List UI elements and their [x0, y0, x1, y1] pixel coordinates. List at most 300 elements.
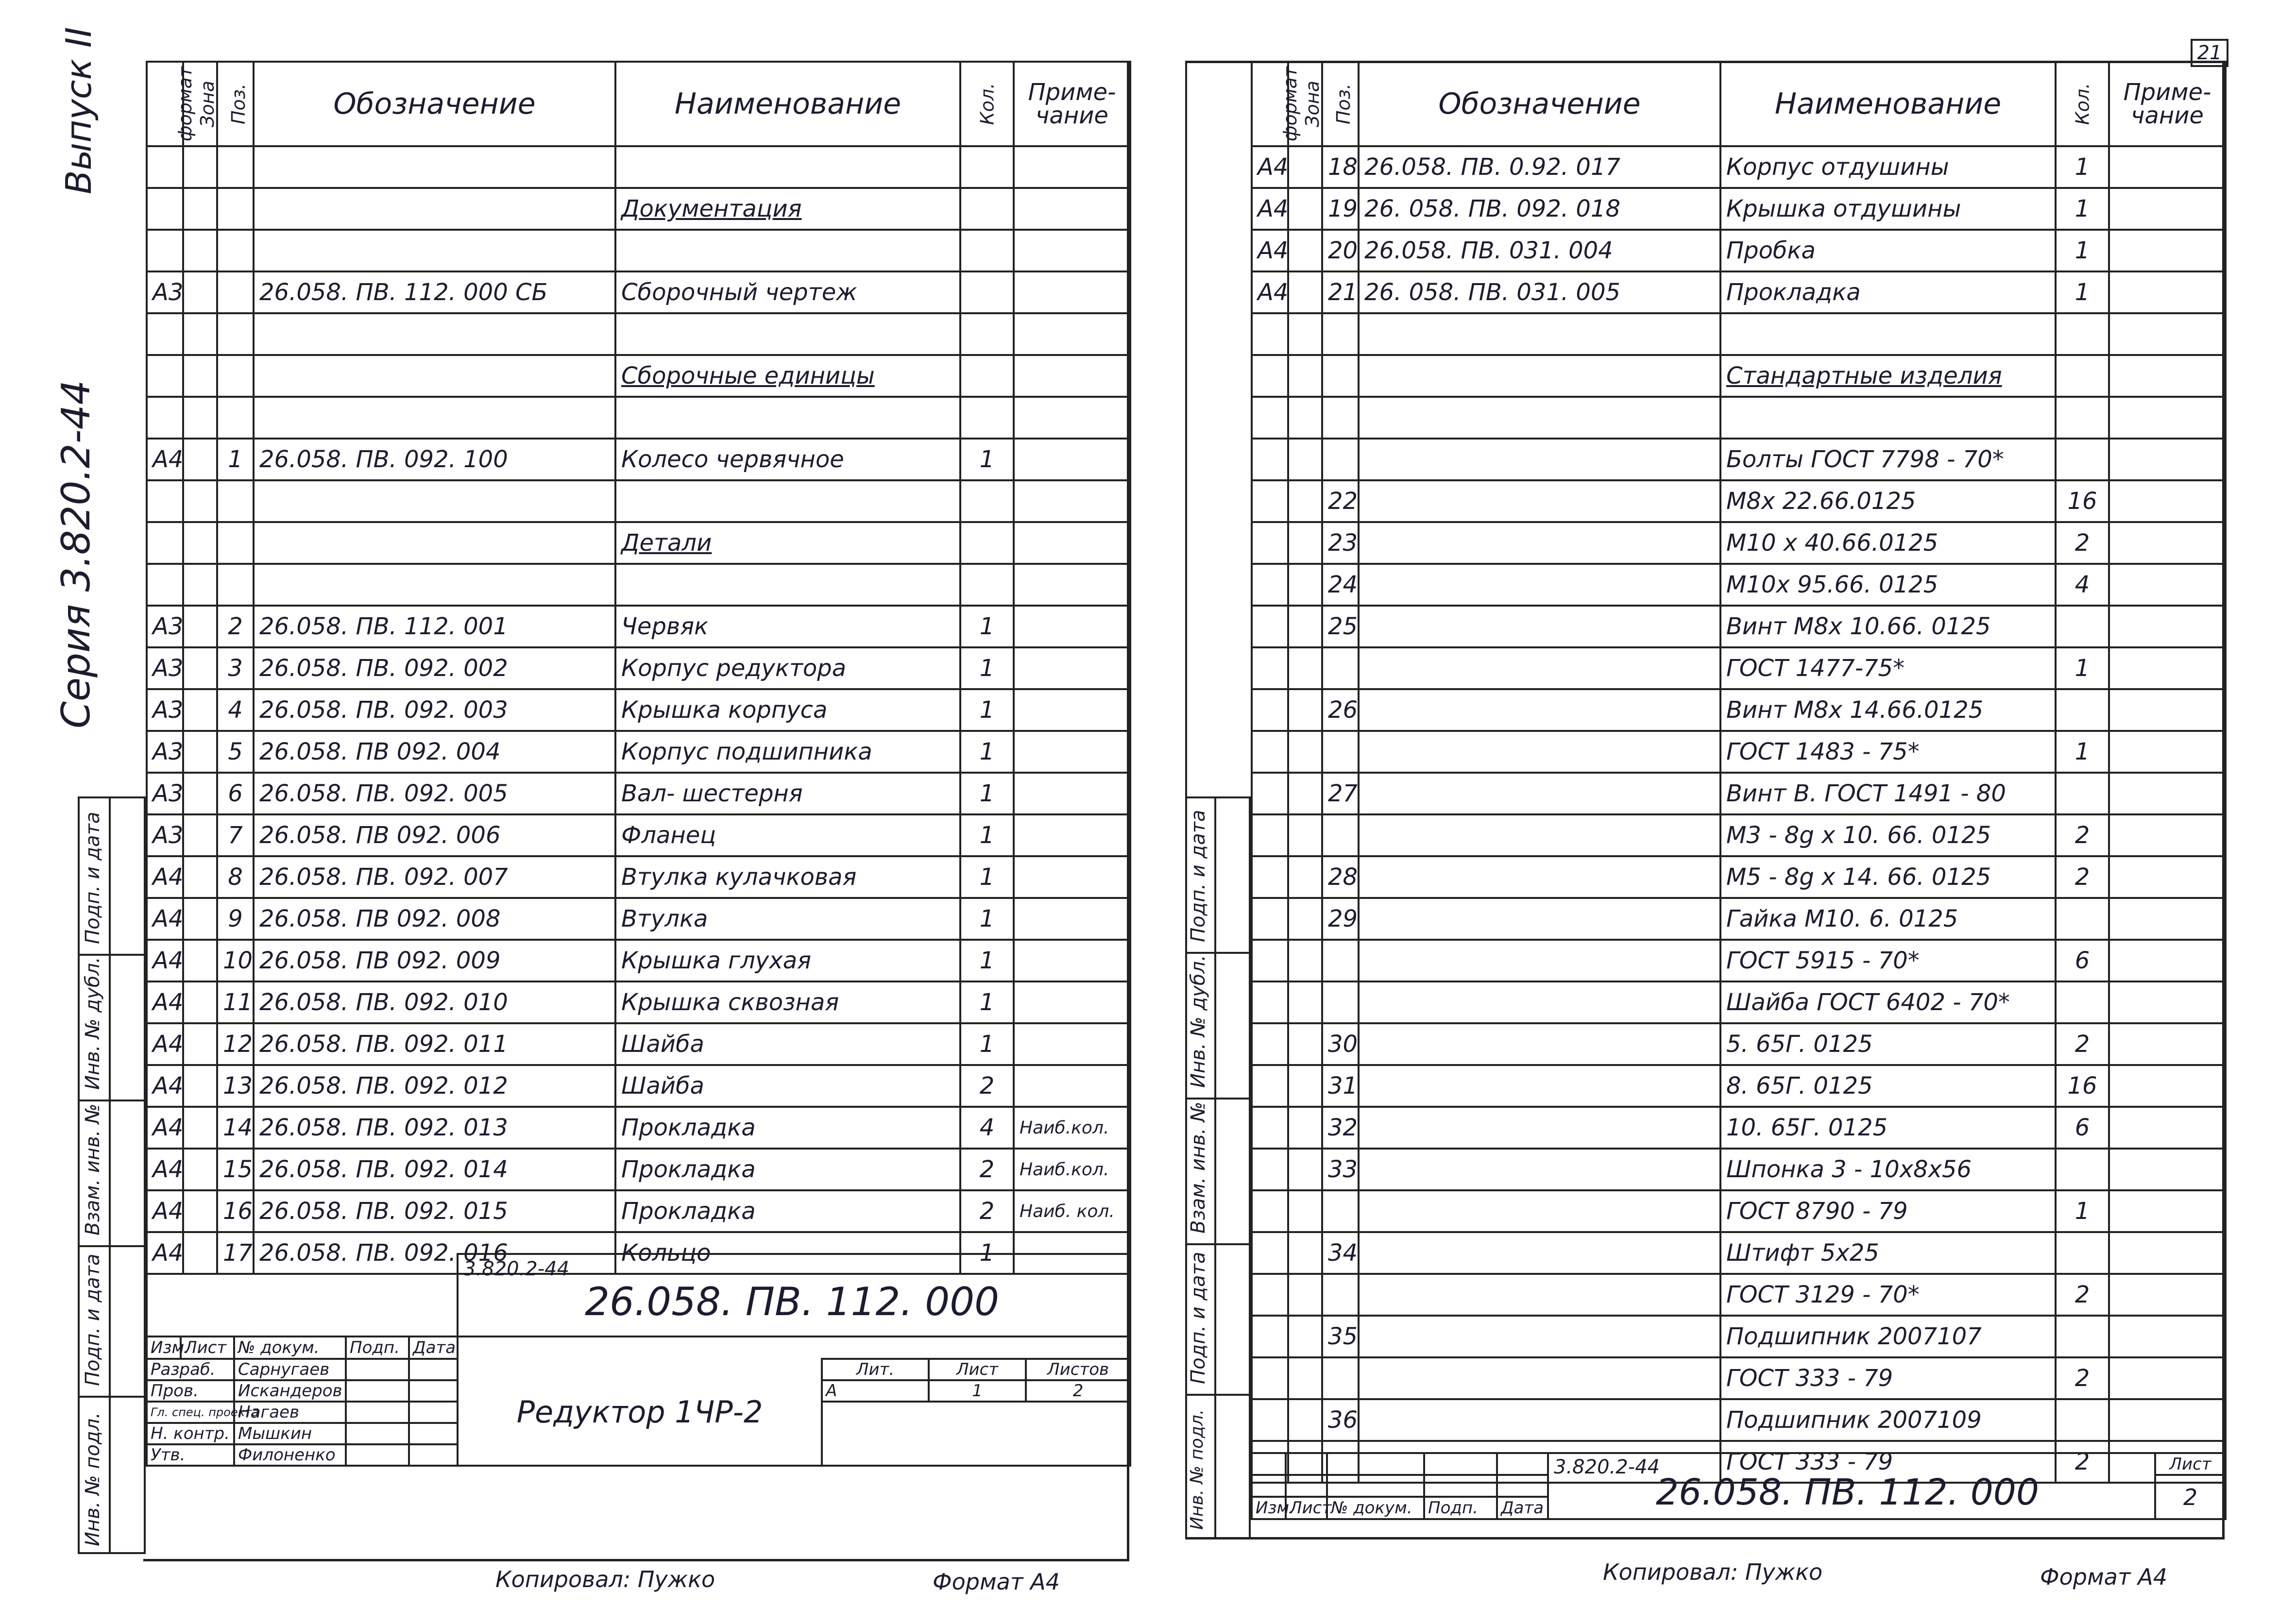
cell-name: Шайба — [615, 1023, 960, 1065]
cell-name — [615, 313, 960, 355]
cell-designation — [254, 355, 615, 397]
cell-note — [2109, 606, 2226, 647]
cell-format — [1252, 397, 1288, 439]
table-row — [1252, 480, 2226, 522]
cell-note — [1014, 606, 1130, 647]
table-row — [147, 689, 1130, 731]
cell-qty: 1 — [2056, 230, 2109, 271]
cell-qty: 1 — [2056, 731, 2109, 773]
cell-qty: 2 — [960, 1065, 1014, 1107]
cell-pos — [217, 564, 254, 606]
cell-name: ГОСТ 333 - 79 — [1720, 1357, 2056, 1399]
cell-note — [2109, 981, 2226, 1023]
cell-format: А4 — [147, 1149, 183, 1190]
cell-pos: 29 — [1322, 898, 1359, 940]
issue-label: Выпуск II — [58, 27, 99, 194]
cell-pos: 20 — [1322, 230, 1359, 271]
table-row — [1252, 1149, 2226, 1190]
stamp-doc-code: 26.058. ПВ. 112. 000 — [1656, 1472, 2039, 1513]
cell-zone — [183, 940, 217, 981]
cell-name: Пробка — [1720, 230, 2056, 271]
cell-note — [2109, 313, 2226, 355]
col-name: Наименование — [1720, 62, 2056, 146]
cell-name: Стандартные изделия — [1720, 355, 2056, 397]
cell-note — [1014, 355, 1130, 397]
cell-note — [2109, 1023, 2226, 1065]
table-header — [147, 62, 1130, 146]
cell-format — [1252, 940, 1288, 981]
cell-pos — [217, 271, 254, 313]
cell-zone — [1288, 647, 1322, 689]
cell-pos: 9 — [217, 898, 254, 940]
cell-qty — [960, 146, 1014, 188]
cell-designation: 26.058. ПВ. 092. 007 — [254, 856, 615, 898]
cell-zone — [1288, 856, 1322, 898]
cell-pos: 10 — [217, 940, 254, 981]
cell-note — [1014, 271, 1130, 313]
cell-designation — [254, 480, 615, 522]
cell-designation: 26. 058. ПВ. 092. 018 — [1359, 188, 1720, 230]
cell-note — [2109, 1190, 2226, 1232]
table-row — [147, 814, 1130, 856]
cell-zone — [1288, 1065, 1322, 1107]
cell-name: ГОСТ 3129 - 70* — [1720, 1274, 2056, 1316]
cell-name: 8. 65Г. 0125 — [1720, 1065, 2056, 1107]
cell-zone — [1288, 773, 1322, 814]
cell-zone — [183, 522, 217, 564]
cell-designation — [1359, 1023, 1720, 1065]
cell-name — [615, 146, 960, 188]
left-spec-table — [146, 61, 1131, 1275]
cell-qty — [2056, 355, 2109, 397]
cell-name — [615, 397, 960, 439]
cell-note — [2109, 814, 2226, 856]
signature — [346, 1380, 409, 1402]
cell-format: А4 — [147, 1107, 183, 1149]
cell-zone — [183, 1107, 217, 1149]
cell-name — [615, 564, 960, 606]
cell-designation: 26.058. ПВ. 092. 016 — [254, 1232, 615, 1274]
cell-qty — [2056, 1399, 2109, 1441]
cell-name: Штифт 5х25 — [1720, 1232, 2056, 1274]
cell-format — [1252, 439, 1288, 480]
cell-designation — [1359, 689, 1720, 731]
cell-qty — [960, 230, 1014, 271]
cell-pos: 25 — [1322, 606, 1359, 647]
cell-qty — [2056, 773, 2109, 814]
cell-qty — [960, 313, 1014, 355]
cell-qty: 6 — [2056, 940, 2109, 981]
cell-pos — [1322, 397, 1359, 439]
cell-qty: 1 — [960, 439, 1014, 480]
cell-qty: 1 — [960, 898, 1014, 940]
cell-pos — [1322, 814, 1359, 856]
cell-format: А4 — [147, 1023, 183, 1065]
cell-designation — [1359, 355, 1720, 397]
cell-zone — [1288, 606, 1322, 647]
signature — [346, 1423, 409, 1444]
table-row — [147, 606, 1130, 647]
table-row — [147, 355, 1130, 397]
cell-pos: 30 — [1322, 1023, 1359, 1065]
cell-note — [2109, 1232, 2226, 1274]
cell-pos: 12 — [217, 1023, 254, 1065]
cell-designation: 26.058. ПВ. 092. 003 — [254, 689, 615, 731]
cell-zone — [1288, 731, 1322, 773]
table-row — [147, 313, 1130, 355]
cell-name: Крышка сквозная — [615, 981, 960, 1023]
cell-designation — [1359, 647, 1720, 689]
cell-note — [2109, 856, 2226, 898]
cell-zone — [1288, 271, 1322, 313]
margin-label: Подп. и дата — [82, 812, 104, 944]
stamp-person: Искандеров — [234, 1380, 346, 1402]
cell-zone — [1288, 564, 1322, 606]
cell-qty — [2056, 689, 2109, 731]
stamp-cell — [1286, 1475, 1327, 1497]
cell-format — [1252, 981, 1288, 1023]
cell-zone — [1288, 188, 1322, 230]
cell-zone — [1288, 1190, 1322, 1232]
margin-sep — [1185, 1243, 1249, 1245]
stamp-col: Изм. — [147, 1336, 181, 1359]
signature — [346, 1402, 409, 1423]
cell-format — [1252, 1065, 1288, 1107]
cell-qty — [960, 522, 1014, 564]
cell-qty: 1 — [960, 1232, 1014, 1274]
cell-pos: 26 — [1322, 689, 1359, 731]
table-row — [147, 898, 1130, 940]
col-zone: Зона — [183, 62, 217, 146]
cell-designation — [254, 313, 615, 355]
cell-note — [1014, 773, 1130, 814]
stamp-series-code: 3.820.2-44 — [463, 1258, 570, 1280]
cell-pos: 23 — [1322, 522, 1359, 564]
right-spec-table — [1251, 61, 2227, 1484]
cell-qty — [960, 271, 1014, 313]
cell-qty: 1 — [960, 814, 1014, 856]
stamp-cell — [1252, 1475, 1286, 1497]
cell-note — [2109, 230, 2226, 271]
cell-note — [2109, 1399, 2226, 1441]
cell-name: Болты ГОСТ 7798 - 70* — [1720, 439, 2056, 480]
table-row — [1252, 146, 2226, 188]
cell-zone — [1288, 522, 1322, 564]
col-qty: Кол. — [2056, 62, 2109, 146]
cell-format: А4 — [147, 439, 183, 480]
cell-name: Прокладка — [615, 1149, 960, 1190]
copied-by-left: Копировал: Пужко — [495, 1566, 715, 1592]
cell-format — [1252, 1274, 1288, 1316]
cell-name: Винт М8х 10.66. 0125 — [1720, 606, 2056, 647]
cell-name: Винт В. ГОСТ 1491 - 80 — [1720, 773, 2056, 814]
cell-note — [1014, 898, 1130, 940]
cell-name: Детали — [615, 522, 960, 564]
table-row — [147, 230, 1130, 271]
cell-pos — [217, 230, 254, 271]
cell-designation — [1359, 606, 1720, 647]
cell-pos — [1322, 1357, 1359, 1399]
cell-name: Сборочные единицы — [615, 355, 960, 397]
cell-zone — [183, 898, 217, 940]
cell-name: Подшипник 2007107 — [1720, 1316, 2056, 1357]
cell-pos: 28 — [1322, 856, 1359, 898]
cell-designation: 26.058. ПВ. 092. 014 — [254, 1149, 615, 1190]
cell-zone — [1288, 1107, 1322, 1149]
cell-zone — [183, 271, 217, 313]
cell-name — [1720, 397, 2056, 439]
cell-pos — [217, 355, 254, 397]
stamp-cell — [1497, 1453, 1548, 1475]
cell-designation — [254, 188, 615, 230]
cell-qty: 2 — [2056, 1441, 2109, 1483]
table-row — [147, 731, 1130, 773]
cell-format — [1252, 689, 1288, 731]
cell-name: М10 х 40.66.0125 — [1720, 522, 2056, 564]
cell-qty: 2 — [2056, 1274, 2109, 1316]
table-row — [1252, 397, 2226, 439]
cell-zone — [183, 856, 217, 898]
cell-zone — [1288, 898, 1322, 940]
table-row — [147, 564, 1130, 606]
cell-note — [2109, 1065, 2226, 1107]
cell-note — [1014, 731, 1130, 773]
cell-qty — [2056, 439, 2109, 480]
signature — [346, 1359, 409, 1380]
date-cell — [409, 1359, 458, 1380]
right-title-block — [1251, 1452, 2227, 1520]
cell-note — [2109, 271, 2226, 313]
cell-format: А4 — [147, 940, 183, 981]
cell-pos — [1322, 731, 1359, 773]
cell-designation: 26.058. ПВ 092. 008 — [254, 898, 615, 940]
cell-format — [147, 188, 183, 230]
cell-name: Червяк — [615, 606, 960, 647]
cell-qty — [2056, 1232, 2109, 1274]
cell-format — [1252, 1023, 1288, 1065]
cell-note — [1014, 439, 1130, 480]
cell-zone — [183, 188, 217, 230]
cell-note — [2109, 188, 2226, 230]
stamp-cell — [1327, 1475, 1424, 1497]
cell-pos — [217, 397, 254, 439]
cell-note — [1014, 564, 1130, 606]
cell-name: Фланец — [615, 814, 960, 856]
cell-name: Винт М8х 14.66.0125 — [1720, 689, 2056, 731]
col-zone: Зона — [1288, 62, 1322, 146]
stamp-cell — [1286, 1453, 1327, 1475]
cell-qty — [2056, 397, 2109, 439]
cell-pos: 24 — [1322, 564, 1359, 606]
table-row — [147, 397, 1130, 439]
cell-pos: 4 — [217, 689, 254, 731]
cell-note — [1014, 188, 1130, 230]
cell-name: Втулка кулачковая — [615, 856, 960, 898]
cell-format: А3 — [147, 814, 183, 856]
right-margin-strip — [1185, 796, 1251, 1539]
stamp-person: Филоненко — [234, 1444, 346, 1466]
cell-designation — [1359, 397, 1720, 439]
stamp-col: Изм. — [1252, 1497, 1286, 1519]
stamp-col: Лист — [1286, 1497, 1327, 1519]
cell-note: Наиб. кол. — [1014, 1190, 1130, 1232]
cell-format — [1252, 1399, 1288, 1441]
cell-pos: 32 — [1322, 1107, 1359, 1149]
table-row — [1252, 230, 2226, 271]
table-row — [147, 522, 1130, 564]
cell-zone — [1288, 1274, 1322, 1316]
cell-note — [2109, 1316, 2226, 1357]
cell-name: Корпус отдушины — [1720, 146, 2056, 188]
cell-pos — [1322, 1190, 1359, 1232]
cell-note — [2109, 355, 2226, 397]
margin-col — [109, 798, 111, 1552]
date-cell — [409, 1402, 458, 1423]
cell-format — [1252, 355, 1288, 397]
table-row — [1252, 522, 2226, 564]
cell-note — [1014, 940, 1130, 981]
cell-name: ГОСТ 333 - 79 — [1720, 1441, 2056, 1483]
cell-designation — [1359, 773, 1720, 814]
cell-pos: 14 — [217, 1107, 254, 1149]
cell-format — [147, 146, 183, 188]
table-header — [1252, 62, 2226, 146]
cell-format — [1252, 480, 1288, 522]
margin-label: Инв. № дубл. — [1187, 955, 1209, 1088]
cell-note — [1014, 981, 1130, 1023]
cell-name: Гайка М10. 6. 0125 — [1720, 898, 2056, 940]
cell-designation — [254, 230, 615, 271]
stamp-code — [458, 1254, 1130, 1336]
table-row — [147, 1023, 1130, 1065]
col-format: формат — [1252, 62, 1288, 146]
table-row — [147, 773, 1130, 814]
cell-zone — [183, 1190, 217, 1232]
lit-label: Лит. — [822, 1359, 929, 1380]
cell-note — [1014, 647, 1130, 689]
cell-note — [2109, 647, 2226, 689]
cell-name: Кольцо — [615, 1232, 960, 1274]
stamp-title: Редуктор 1ЧР-2 — [458, 1359, 822, 1466]
cell-designation: 26.058. ПВ 092. 006 — [254, 814, 615, 856]
cell-qty — [2056, 981, 2109, 1023]
table-row — [147, 1107, 1130, 1149]
cell-note — [2109, 439, 2226, 480]
stamp-blank — [147, 1254, 458, 1336]
cell-format — [147, 480, 183, 522]
stamp-role: Н. контр. — [147, 1423, 234, 1444]
sheet-value: 1 — [929, 1380, 1026, 1402]
col-designation: Обозначение — [1359, 62, 1720, 146]
cell-pos: 18 — [1322, 146, 1359, 188]
table-row — [1252, 1399, 2226, 1441]
cell-designation — [1359, 313, 1720, 355]
margin-sep — [80, 1100, 144, 1101]
date-cell — [409, 1380, 458, 1402]
cell-pos — [1322, 647, 1359, 689]
stamp-col: Дата — [409, 1336, 458, 1359]
stamp-role: Гл. спец. проекта — [147, 1402, 234, 1423]
cell-note — [2109, 1357, 2226, 1399]
series-label: Серия 3.820.2-44 — [53, 380, 99, 728]
cell-qty: 6 — [2056, 1107, 2109, 1149]
cell-designation — [1359, 940, 1720, 981]
cell-format: А4 — [1252, 188, 1288, 230]
cell-designation — [1359, 1190, 1720, 1232]
stamp-person: Нагаев — [234, 1402, 346, 1423]
table-row — [1252, 1190, 2226, 1232]
cell-qty: 1 — [2056, 271, 2109, 313]
table-row — [1252, 1316, 2226, 1357]
cell-designation — [1359, 564, 1720, 606]
cell-format: А4 — [147, 1065, 183, 1107]
cell-zone — [183, 146, 217, 188]
cell-name: ГОСТ 1477-75* — [1720, 647, 2056, 689]
cell-pos — [217, 313, 254, 355]
cell-zone — [1288, 940, 1322, 981]
cell-designation: 26. 058. ПВ. 031. 005 — [1359, 271, 1720, 313]
cell-qty: 4 — [960, 1107, 1014, 1149]
cell-format — [147, 522, 183, 564]
cell-name: Крышка корпуса — [615, 689, 960, 731]
table-row — [147, 647, 1130, 689]
cell-note — [2109, 731, 2226, 773]
table-row — [1252, 1274, 2226, 1316]
cell-qty — [2056, 1316, 2109, 1357]
cell-zone — [1288, 689, 1322, 731]
table-row — [1252, 731, 2226, 773]
stamp-role: Пров. — [147, 1380, 234, 1402]
cell-designation: 26.058. ПВ. 112. 001 — [254, 606, 615, 647]
signature — [346, 1444, 409, 1466]
cell-qty: 1 — [2056, 1190, 2109, 1232]
table-row — [147, 1190, 1130, 1232]
margin-sep — [1185, 1098, 1249, 1100]
cell-qty: 1 — [960, 773, 1014, 814]
cell-qty — [960, 480, 1014, 522]
format-left: Формат А4 — [933, 1569, 1060, 1595]
stamp-role: Разраб. — [147, 1359, 234, 1380]
cell-name: Подшипник 2007109 — [1720, 1399, 2056, 1441]
cell-qty: 16 — [2056, 1065, 2109, 1107]
cell-zone — [1288, 397, 1322, 439]
cell-qty: 2 — [2056, 856, 2109, 898]
cell-format — [1252, 856, 1288, 898]
cell-format — [1252, 773, 1288, 814]
cell-name: ГОСТ 8790 - 79 — [1720, 1190, 2056, 1232]
col-pos: Поз. — [1322, 62, 1359, 146]
cell-designation — [1359, 1399, 1720, 1441]
cell-format — [1252, 606, 1288, 647]
cell-pos: 2 — [217, 606, 254, 647]
cell-format — [147, 397, 183, 439]
table-row — [1252, 355, 2226, 397]
cell-designation — [254, 522, 615, 564]
col-note: Приме- чание — [1014, 62, 1130, 146]
stamp-org — [822, 1402, 1130, 1466]
cell-pos: 1 — [217, 439, 254, 480]
cell-qty: 16 — [2056, 480, 2109, 522]
cell-qty: 1 — [2056, 647, 2109, 689]
stamp-cell — [1497, 1475, 1548, 1497]
cell-format — [147, 355, 183, 397]
cell-pos: 11 — [217, 981, 254, 1023]
cell-format — [1252, 1232, 1288, 1274]
margin-label: Подп. и дата — [1187, 810, 1209, 942]
margin-sep — [1185, 1394, 1249, 1396]
cell-name: Корпус редуктора — [615, 647, 960, 689]
cell-qty: 2 — [2056, 1357, 2109, 1399]
